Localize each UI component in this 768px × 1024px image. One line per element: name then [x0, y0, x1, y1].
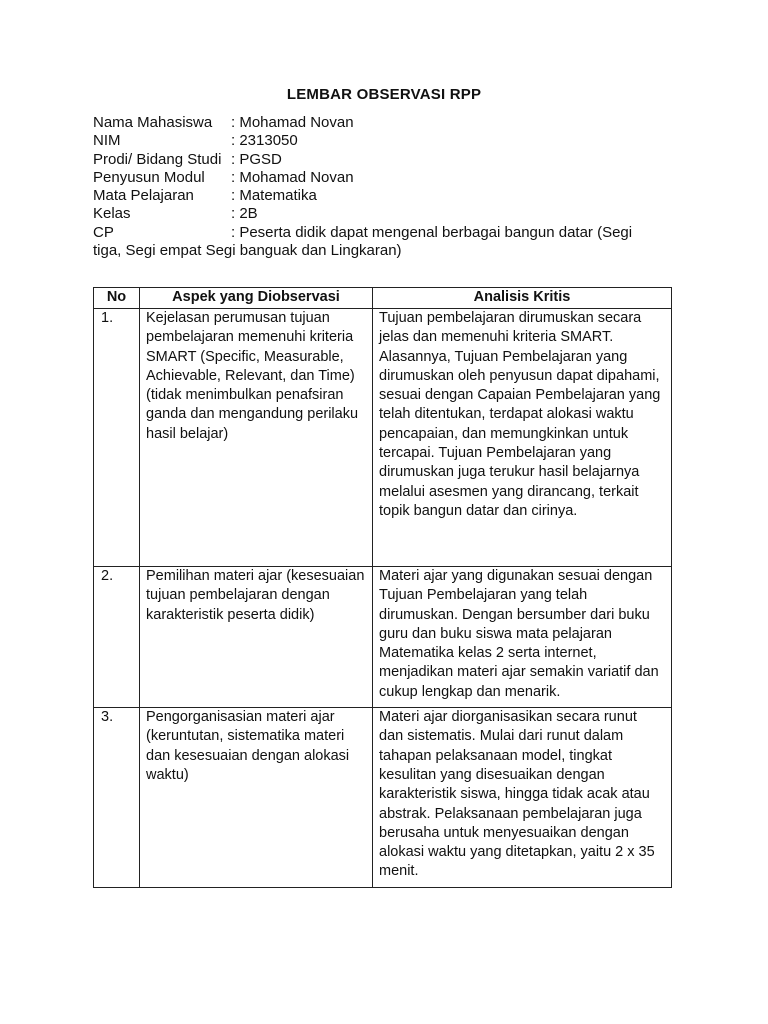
- info-row-kelas: [93, 205, 663, 223]
- table-row: [94, 567, 672, 708]
- observation-table: [93, 287, 672, 888]
- table-row: [94, 309, 672, 567]
- info-value: : Mohamad Novan: [231, 168, 354, 186]
- info-label: CP: [93, 223, 114, 241]
- info-label: Kelas: [93, 205, 131, 223]
- info-row-cp: [93, 224, 663, 242]
- header-aspek: Aspek yang Diobservasi: [140, 288, 373, 309]
- info-row-prodi: [93, 151, 663, 169]
- analisis-cell: Materi ajar yang digunakan sesuai dengan Tujuan Pembelajaran yang telah dirumuskan. Dengan bersumber dari buku guru dan buku siswa mata pelajaran Matematika kelas 2 serta internet, menjadikan materi ajar semakin variatif dan cukup lengkap dan menarik.: [373, 567, 672, 708]
- info-value: : Peserta didik dapat mengenal berbagai bangun datar (Segi: [231, 223, 633, 241]
- document-title: LEMBAR OBSERVASI RPP: [286, 86, 482, 103]
- row-number: 1.: [94, 309, 140, 567]
- info-value: : 2313050: [231, 132, 298, 150]
- aspek-cell: Kejelasan perumusan tujuan pembelajaran memenuhi kriteria SMART (Specific, Measurable, Achievable, Relevant, dan Time) (tidak menimbulkan penafsiran ganda dan mengandung perilaku hasil belajar): [140, 309, 373, 567]
- info-label: Nama Mahasiswa: [93, 114, 213, 131]
- analisis-cell: Tujuan pembelajaran dirumuskan secara jelas dan memenuhi kriteria SMART. Alasannya, Tujuan Pembelajaran yang dirumuskan oleh penyusun dapat dipahami, sesuai dengan Capaian Pembelajaran yang telah ditentukan, terdapat alokasi waktu pencapaian, dan memungkinkan untuk tercapai. Tujuan Pembelajaran yang dirumuskan juga terukur hasil belajarnya melalui asesmen yang dirancang, terkait topik bangun datar dan cirinya.: [373, 309, 672, 567]
- info-value: : Matematika: [231, 187, 317, 205]
- info-label: NIM: [93, 132, 121, 150]
- student-info: [93, 114, 663, 260]
- info-label: Prodi/ Bidang Studi: [93, 150, 222, 168]
- aspek-cell: Pemilihan materi ajar (kesesuaian tujuan pembelajaran dengan karakteristik peserta didik): [140, 567, 373, 708]
- cp-continuation: tiga, Segi empat Segi banguak dan Lingkaran): [93, 242, 402, 260]
- info-row-nama: [93, 114, 663, 132]
- header-analisis: Analisis Kritis: [373, 288, 672, 309]
- table-header-row: [94, 288, 672, 309]
- info-value: : Mohamad Novan: [231, 114, 354, 131]
- table-row: [94, 708, 672, 888]
- info-row-mapel: [93, 187, 663, 205]
- info-row-nim: [93, 132, 663, 150]
- row-number: 2.: [94, 567, 140, 708]
- info-label: Penyusun Modul: [93, 168, 205, 186]
- header-no: No: [94, 288, 140, 309]
- info-value: : 2B: [231, 205, 258, 223]
- info-row-penyusun: [93, 169, 663, 187]
- analisis-cell: Materi ajar diorganisasikan secara runut dan sistematis. Mulai dari runut dalam tahapan pelaksanaan model, tingkat kesulitan yang disesuaikan dengan karakteristik siswa, hingga tidak acak atau abstrak. Pelaksanaan pembelajaran juga berusaha untuk menyesuaikan dengan alokasi waktu yang ditetapkan, yaitu 2 x 35 menit.: [373, 708, 672, 888]
- aspek-cell: Pengorganisasian materi ajar (keruntutan, sistematika materi dan kesesuaian dengan alokasi waktu): [140, 708, 373, 888]
- row-number: 3.: [94, 708, 140, 888]
- info-value: : PGSD: [231, 150, 282, 168]
- info-label: Mata Pelajaran: [93, 187, 194, 205]
